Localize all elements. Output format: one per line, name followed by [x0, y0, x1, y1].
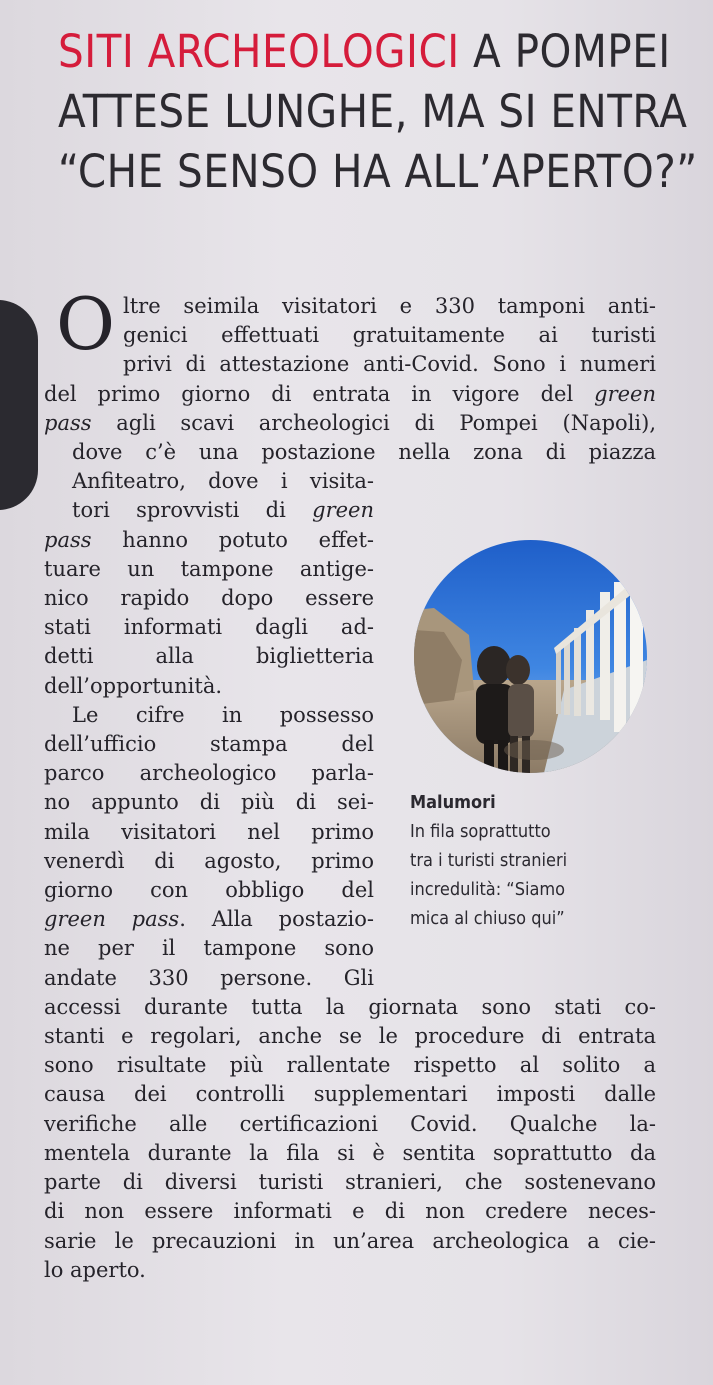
photo-caption [410, 788, 660, 933]
article-line: dell’opportunità. [44, 673, 223, 698]
article-line: sarie le precauzioni in un’area archeologica a cie- [44, 1228, 656, 1253]
article-line: Anfiteatro, dove i visita- [72, 469, 374, 494]
article-line: dove c’è una postazione nella zona di piazza [72, 440, 656, 465]
drop-cap: O [56, 282, 116, 366]
article-line: venerdì di agosto, primo [44, 848, 374, 873]
article-line: parte di diversi turisti stranieri, che sostenevano [44, 1170, 656, 1195]
headline-accent: SITI ARCHEOLOGICI [58, 25, 460, 78]
article-line: stanti e regolari, anche se le procedure di entrata [44, 1024, 656, 1049]
headline-line-1: SITI ARCHEOLOGICI A POMPEI [58, 25, 671, 78]
article-line: di non essere informati e di non credere neces- [44, 1199, 656, 1224]
caption-line: tra i turisti stranieri [410, 850, 568, 871]
article-line: mentela durante la fila si è sentita soprattutto da [44, 1140, 656, 1165]
headline [58, 22, 698, 202]
article-line: pass agli scavi archeologici di Pompei (Napoli), [44, 410, 656, 435]
article-line: dell’ufficio stampa del [44, 732, 374, 757]
page-edge-shadow [0, 300, 38, 510]
headline-line-2: ATTESE LUNGHE, MA SI ENTRA [58, 85, 688, 138]
caption-title: Malumori [410, 792, 496, 813]
article-line: parco archeologico parla- [44, 761, 374, 786]
article-line: andate 330 persone. Gli [44, 965, 374, 990]
article-line: mila visitatori nel primo [44, 819, 374, 844]
caption-line: incredulità: “Siamo [410, 879, 566, 900]
article-line: ne per il tampone sono [44, 936, 374, 961]
article-line: tori sprovvisti di green [72, 498, 374, 523]
article-line: no appunto di più di sei- [44, 790, 374, 815]
article-line: detti alla biglietteria [44, 644, 374, 669]
article-line: del primo giorno di entrata in vigore del green [44, 381, 656, 406]
article-line: sono risultate più rallentate rispetto al solito a [44, 1053, 656, 1078]
headline-line-3: “CHE SENSO HA ALL’APERTO?” [58, 145, 698, 198]
article-line: lo aperto. [44, 1257, 146, 1282]
article-line: pass hanno potuto effet- [44, 527, 374, 552]
article-line: giorno con obbligo del [44, 878, 374, 903]
article-line: accessi durante tutta la giornata sono stati co- [44, 994, 656, 1019]
article-line: causa dei controlli supplementari imposti dalle [44, 1082, 656, 1107]
article-line: privi di attestazione anti-Covid. Sono i numeri [123, 352, 656, 377]
article-line: tuare un tampone antige- [44, 556, 374, 581]
article-line: ltre seimila visitatori e 330 tamponi anti- [123, 294, 656, 318]
article-narrow-column [44, 467, 374, 993]
article-line: genici effettuati gratuitamente ai turisti [123, 323, 656, 348]
caption-line: mica al chiuso qui” [410, 908, 565, 929]
article-line: green pass. Alla postazio- [44, 907, 374, 932]
pompeii-photo [414, 540, 647, 773]
article-line: nico rapido dopo essere [44, 586, 374, 611]
pompeii-photo-illustration [414, 540, 647, 773]
article-line: verifiche alle certificazioni Covid. Qualche la- [44, 1111, 656, 1136]
article-line: stati informati dagli ad- [44, 615, 374, 640]
caption-line: In fila soprattutto [410, 821, 551, 842]
article-line: Le cifre in possesso [72, 702, 374, 727]
